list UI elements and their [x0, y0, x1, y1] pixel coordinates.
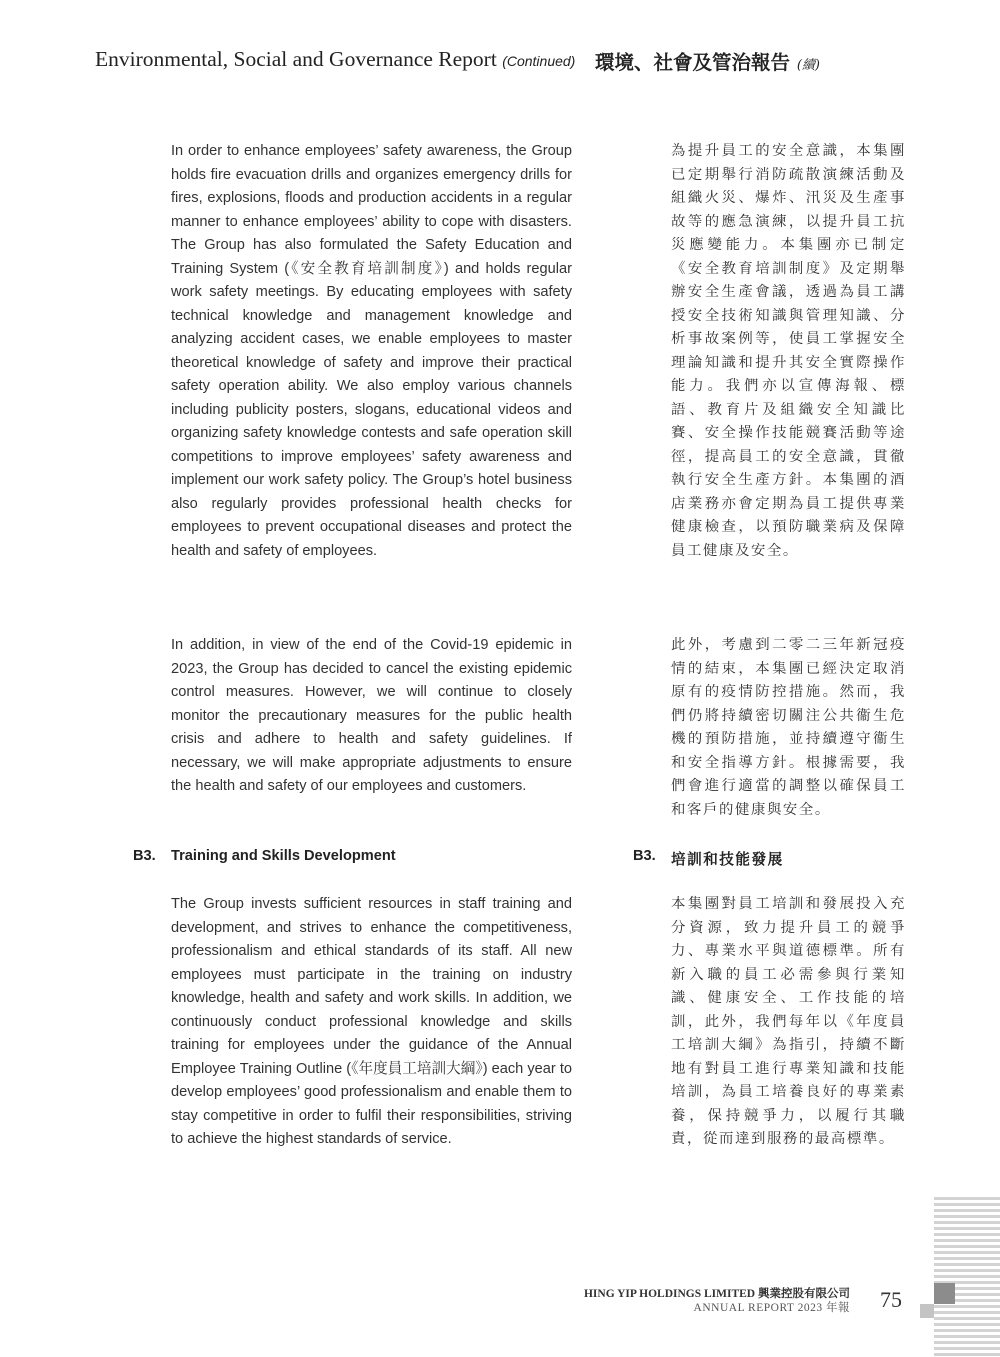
- paragraph-safety-zh: 為提升員工的安全意識，本集團已定期舉行消防疏散演練活動及組織火災、爆炸、汛災及生產事故等的應急演練，以提升員工抗災應變能力。本集團亦已制定《安全教育培訓制度》及定期舉辦安全生產會議，透過為員工講授安全技術知識與管理知識、分析事故案例等，使員工掌握安全理論知識和提升其安全實際操作能力。我們亦以宣傳海報、標語、教育片及組織安全知識比賽、安全操作技能競賽活動等途徑，提高員工的安全意識，貫徹執行安全生產方針。本集團的酒店業務亦會定期為員工提供專業健康檢查，以預防職業病及保障員工健康及安全。: [671, 143, 906, 559]
- paragraph-training-zh: 本集團對員工培訓和發展投入充分資源，致力提升員工的競爭力、專業水平與道德標準。所有新入職的員工必需參與行業知識、健康安全、工作技能的培訓，此外，我們每年以《年度員工培訓大綱》為指引，持續不斷地有對員工進行專業知識和技能培訓，為員工培養良好的專業素養，保持競爭力，以履行其職責，從而達到服務的最高標準。: [671, 896, 906, 1147]
- header-title-en: [95, 47, 575, 72]
- footer-report-title: ANNUAL REPORT 2023 年報: [693, 1302, 850, 1314]
- header-title-en-text: Environmental, Social and Governance Report: [95, 47, 497, 71]
- page-number: 75: [880, 1287, 902, 1312]
- paragraph-training-en: The Group invests sufficient resources in staff training and development, and strives to enhance the competitiveness, professionalism and ethical standards of its staff. All new employees must participate in the training on industry knowledge, health and safety and work skills. In addition, we continuously conduct professional knowledge and skills training for employees under the guidance of the Annual Employee Training Outline (《年度員工培訓大綱》) each year to develop employees’ good professionalism and enable them to stay competitive in order to fulfil their responsibilities, striving to achieve the highest standards of service.: [171, 896, 572, 1147]
- decorative-stripes: [934, 1197, 1000, 1357]
- decorative-square-light: [920, 1304, 934, 1318]
- paragraph-safety-en: In order to enhance employees’ safety awareness, the Group holds fire evacuation drills and organizes emergency drills for fires, explosions, floods and production accidents in a regular manner to enhance employees’ ability to cope with disasters. The Group has also formulated the Safety Education and Training System (《安全教育培訓制度》) and holds regular work safety meetings. By educating employees with safety technical knowledge and management knowledge and analyzing accident cases, we enable employees to master theoretical knowledge of safety and improve their practical safety operation ability. We also employ various channels including publicity posters, slogans, educational videos and organizing safety knowledge contests and safe operation skill competitions to improve employees’ safety awareness and implement our work safety policy. The Group’s hotel business also regularly provides professional health checks for employees to prevent occupational diseases and protect the health and safety of employees.: [171, 143, 572, 559]
- paragraph-covid-zh: 此外，考慮到二零二三年新冠疫情的結束，本集團已經決定取消原有的疫情防控措施。然而，我們仍將持續密切關注公共衞生危機的預防措施，並持續遵守衞生和安全指導方針。根據需要，我們會進行適當的調整以確保員工和客戶的健康與安全。: [671, 637, 906, 818]
- paragraph-covid-en: In addition, in view of the end of the Covid-19 epidemic in 2023, the Group has decided to cancel the existing epidemic control measures. However, we will continue to closely monitor the precautionary measures for the public health crisis and adhere to health and safety guidelines. If necessary, we will make appropriate adjustments to ensure the health and safety of our employees and customers.: [171, 637, 572, 794]
- header-title-zh-text: 環境、社會及管治報告: [595, 51, 791, 74]
- decorative-square-dark: [934, 1283, 955, 1304]
- footer-company-name: HING YIP HOLDINGS LIMITED 興業控股有限公司: [583, 1288, 850, 1300]
- section-number-zh: B3.: [633, 848, 656, 864]
- header-continued-zh: (續): [796, 58, 820, 73]
- section-title-zh: 培訓和技能發展: [671, 851, 784, 868]
- header-title-zh: [595, 47, 820, 75]
- header-continued-en: (Continued): [502, 53, 576, 69]
- section-number-en: B3.: [133, 848, 156, 864]
- section-title-en: Training and Skills Development: [171, 848, 396, 864]
